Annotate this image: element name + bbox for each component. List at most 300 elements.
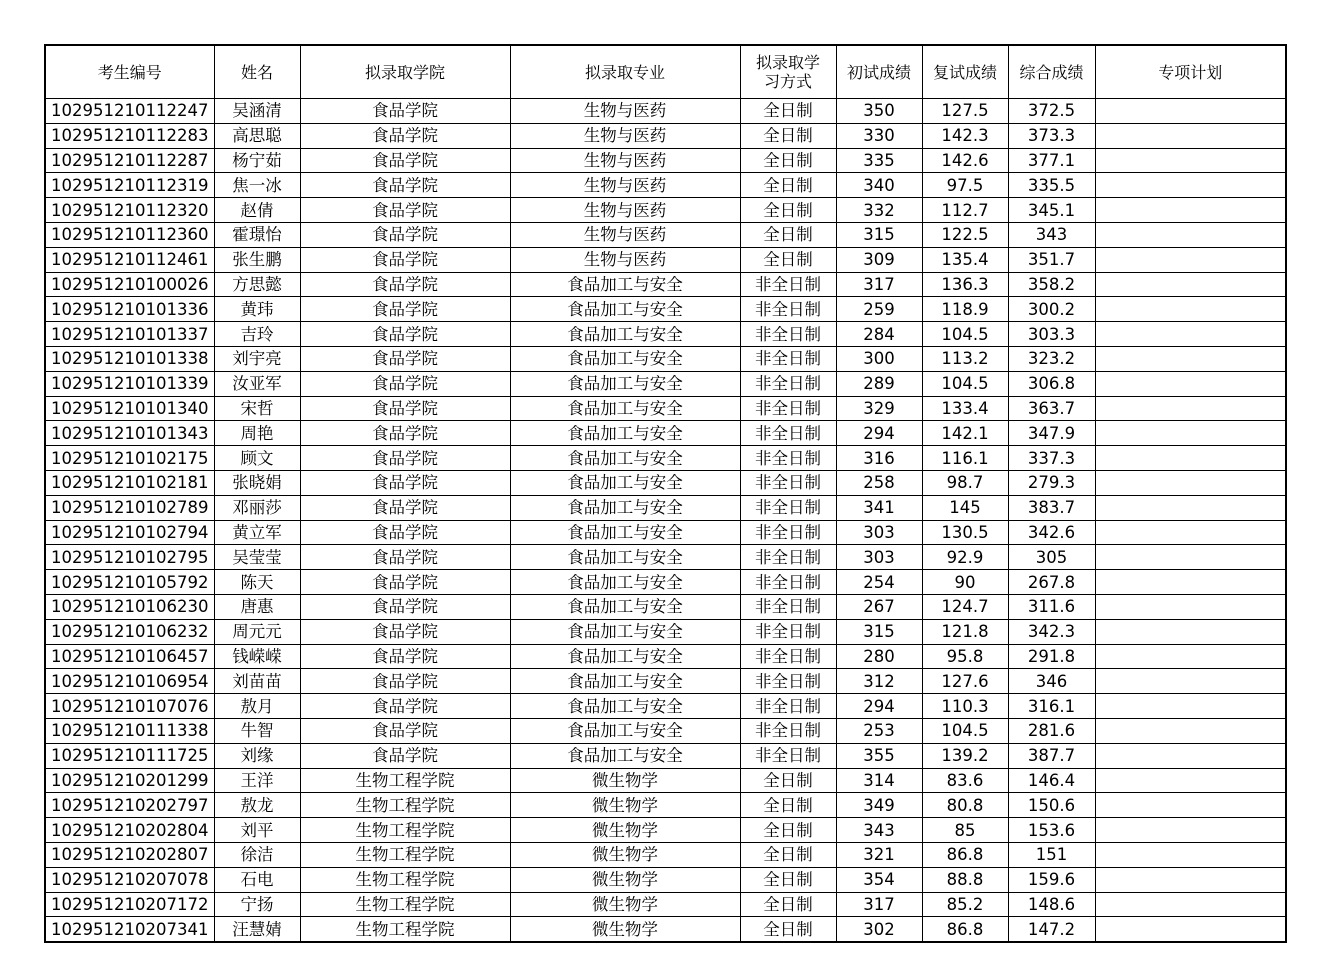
cell-special-plan bbox=[1095, 346, 1286, 371]
cell-total-score: 347.9 bbox=[1008, 421, 1095, 446]
header-initial-score: 初试成绩 bbox=[836, 45, 922, 99]
cell-candidate-id: 102951210102795 bbox=[45, 545, 214, 570]
cell-major: 微生物学 bbox=[510, 768, 740, 793]
cell-candidate-id: 102951210111338 bbox=[45, 718, 214, 743]
cell-name: 牛智 bbox=[214, 718, 300, 743]
cell-name: 宋哲 bbox=[214, 396, 300, 421]
cell-college: 食品学院 bbox=[300, 173, 510, 198]
table-row bbox=[45, 917, 1286, 942]
cell-major: 食品加工与安全 bbox=[510, 619, 740, 644]
cell-candidate-id: 102951210112287 bbox=[45, 148, 214, 173]
cell-initial-score: 330 bbox=[836, 123, 922, 148]
cell-major: 微生物学 bbox=[510, 892, 740, 917]
cell-special-plan bbox=[1095, 99, 1286, 124]
cell-college: 食品学院 bbox=[300, 396, 510, 421]
cell-special-plan bbox=[1095, 371, 1286, 396]
cell-candidate-id: 102951210102175 bbox=[45, 446, 214, 471]
cell-major: 微生物学 bbox=[510, 818, 740, 843]
cell-special-plan bbox=[1095, 297, 1286, 322]
cell-major: 食品加工与安全 bbox=[510, 297, 740, 322]
table-row bbox=[45, 818, 1286, 843]
cell-candidate-id: 102951210201299 bbox=[45, 768, 214, 793]
cell-total-score: 343 bbox=[1008, 222, 1095, 247]
cell-major: 食品加工与安全 bbox=[510, 669, 740, 694]
table-row bbox=[45, 718, 1286, 743]
table-row bbox=[45, 99, 1286, 124]
cell-major: 微生物学 bbox=[510, 842, 740, 867]
cell-total-score: 300.2 bbox=[1008, 297, 1095, 322]
cell-college: 食品学院 bbox=[300, 619, 510, 644]
cell-major: 生物与医药 bbox=[510, 173, 740, 198]
cell-total-score: 146.4 bbox=[1008, 768, 1095, 793]
cell-college: 食品学院 bbox=[300, 446, 510, 471]
table-row bbox=[45, 842, 1286, 867]
cell-retest-score: 113.2 bbox=[922, 346, 1008, 371]
cell-study-mode: 非全日制 bbox=[740, 669, 836, 694]
cell-special-plan bbox=[1095, 222, 1286, 247]
cell-name: 顾文 bbox=[214, 446, 300, 471]
table-row bbox=[45, 892, 1286, 917]
header-name: 姓名 bbox=[214, 45, 300, 99]
cell-name: 刘平 bbox=[214, 818, 300, 843]
cell-name: 吉玲 bbox=[214, 322, 300, 347]
header-study-mode-line2: 习方式 bbox=[763, 72, 812, 91]
cell-college: 生物工程学院 bbox=[300, 793, 510, 818]
cell-study-mode: 非全日制 bbox=[740, 446, 836, 471]
cell-major: 生物与医药 bbox=[510, 99, 740, 124]
cell-college: 食品学院 bbox=[300, 99, 510, 124]
cell-study-mode: 非全日制 bbox=[740, 421, 836, 446]
cell-study-mode: 非全日制 bbox=[740, 322, 836, 347]
cell-major: 食品加工与安全 bbox=[510, 694, 740, 719]
cell-name: 钱嵘嵘 bbox=[214, 644, 300, 669]
cell-candidate-id: 102951210105792 bbox=[45, 570, 214, 595]
admission-table bbox=[44, 44, 1287, 943]
cell-total-score: 358.2 bbox=[1008, 272, 1095, 297]
cell-college: 食品学院 bbox=[300, 743, 510, 768]
cell-initial-score: 329 bbox=[836, 396, 922, 421]
cell-retest-score: 110.3 bbox=[922, 694, 1008, 719]
cell-total-score: 159.6 bbox=[1008, 867, 1095, 892]
cell-candidate-id: 102951210106232 bbox=[45, 619, 214, 644]
cell-candidate-id: 102951210202804 bbox=[45, 818, 214, 843]
cell-initial-score: 317 bbox=[836, 892, 922, 917]
cell-major: 食品加工与安全 bbox=[510, 470, 740, 495]
cell-candidate-id: 102951210112247 bbox=[45, 99, 214, 124]
cell-college: 食品学院 bbox=[300, 322, 510, 347]
cell-initial-score: 267 bbox=[836, 594, 922, 619]
cell-retest-score: 133.4 bbox=[922, 396, 1008, 421]
cell-college: 食品学院 bbox=[300, 694, 510, 719]
cell-retest-score: 86.8 bbox=[922, 842, 1008, 867]
cell-retest-score: 86.8 bbox=[922, 917, 1008, 942]
header-retest-score: 复试成绩 bbox=[922, 45, 1008, 99]
cell-retest-score: 104.5 bbox=[922, 371, 1008, 396]
cell-retest-score: 142.1 bbox=[922, 421, 1008, 446]
cell-study-mode: 全日制 bbox=[740, 768, 836, 793]
cell-special-plan bbox=[1095, 694, 1286, 719]
cell-special-plan bbox=[1095, 892, 1286, 917]
cell-name: 刘缘 bbox=[214, 743, 300, 768]
cell-initial-score: 341 bbox=[836, 495, 922, 520]
cell-total-score: 345.1 bbox=[1008, 198, 1095, 223]
cell-major: 生物与医药 bbox=[510, 198, 740, 223]
cell-total-score: 337.3 bbox=[1008, 446, 1095, 471]
cell-total-score: 377.1 bbox=[1008, 148, 1095, 173]
cell-special-plan bbox=[1095, 495, 1286, 520]
cell-candidate-id: 102951210112360 bbox=[45, 222, 214, 247]
cell-study-mode: 非全日制 bbox=[740, 619, 836, 644]
table-row bbox=[45, 272, 1286, 297]
cell-name: 刘宇亮 bbox=[214, 346, 300, 371]
header-id: 考生编号 bbox=[45, 45, 214, 99]
cell-total-score: 306.8 bbox=[1008, 371, 1095, 396]
cell-name: 周元元 bbox=[214, 619, 300, 644]
cell-special-plan bbox=[1095, 768, 1286, 793]
cell-name: 唐惠 bbox=[214, 594, 300, 619]
cell-candidate-id: 102951210112320 bbox=[45, 198, 214, 223]
cell-retest-score: 90 bbox=[922, 570, 1008, 595]
cell-total-score: 342.3 bbox=[1008, 619, 1095, 644]
cell-total-score: 372.5 bbox=[1008, 99, 1095, 124]
table-row bbox=[45, 793, 1286, 818]
cell-study-mode: 全日制 bbox=[740, 222, 836, 247]
table-row bbox=[45, 421, 1286, 446]
cell-major: 食品加工与安全 bbox=[510, 520, 740, 545]
cell-retest-score: 104.5 bbox=[922, 718, 1008, 743]
cell-college: 食品学院 bbox=[300, 594, 510, 619]
cell-retest-score: 135.4 bbox=[922, 247, 1008, 272]
cell-study-mode: 非全日制 bbox=[740, 545, 836, 570]
cell-special-plan bbox=[1095, 669, 1286, 694]
cell-retest-score: 145 bbox=[922, 495, 1008, 520]
cell-study-mode: 非全日制 bbox=[740, 718, 836, 743]
cell-name: 周艳 bbox=[214, 421, 300, 446]
cell-special-plan bbox=[1095, 198, 1286, 223]
cell-initial-score: 312 bbox=[836, 669, 922, 694]
cell-initial-score: 315 bbox=[836, 619, 922, 644]
cell-initial-score: 253 bbox=[836, 718, 922, 743]
cell-retest-score: 127.6 bbox=[922, 669, 1008, 694]
table-row bbox=[45, 247, 1286, 272]
cell-candidate-id: 102951210101339 bbox=[45, 371, 214, 396]
cell-candidate-id: 102951210102181 bbox=[45, 470, 214, 495]
cell-special-plan bbox=[1095, 421, 1286, 446]
cell-college: 生物工程学院 bbox=[300, 892, 510, 917]
cell-major: 食品加工与安全 bbox=[510, 718, 740, 743]
cell-total-score: 316.1 bbox=[1008, 694, 1095, 719]
cell-candidate-id: 102951210111725 bbox=[45, 743, 214, 768]
cell-total-score: 311.6 bbox=[1008, 594, 1095, 619]
cell-total-score: 363.7 bbox=[1008, 396, 1095, 421]
cell-special-plan bbox=[1095, 123, 1286, 148]
cell-special-plan bbox=[1095, 396, 1286, 421]
cell-name: 张生鹏 bbox=[214, 247, 300, 272]
cell-retest-score: 127.5 bbox=[922, 99, 1008, 124]
cell-college: 生物工程学院 bbox=[300, 917, 510, 942]
cell-total-score: 147.2 bbox=[1008, 917, 1095, 942]
cell-candidate-id: 102951210207172 bbox=[45, 892, 214, 917]
cell-total-score: 151 bbox=[1008, 842, 1095, 867]
header-total-score: 综合成绩 bbox=[1008, 45, 1095, 99]
table-row bbox=[45, 644, 1286, 669]
cell-initial-score: 294 bbox=[836, 421, 922, 446]
cell-retest-score: 85 bbox=[922, 818, 1008, 843]
header-study-mode-line1: 拟录取学 bbox=[755, 53, 820, 72]
cell-special-plan bbox=[1095, 272, 1286, 297]
cell-candidate-id: 102951210101337 bbox=[45, 322, 214, 347]
table-row bbox=[45, 619, 1286, 644]
header-college: 拟录取学院 bbox=[300, 45, 510, 99]
cell-study-mode: 非全日制 bbox=[740, 346, 836, 371]
cell-special-plan bbox=[1095, 470, 1286, 495]
cell-study-mode: 全日制 bbox=[740, 99, 836, 124]
cell-initial-score: 303 bbox=[836, 520, 922, 545]
cell-major: 食品加工与安全 bbox=[510, 322, 740, 347]
cell-total-score: 148.6 bbox=[1008, 892, 1095, 917]
table-row bbox=[45, 545, 1286, 570]
cell-college: 食品学院 bbox=[300, 421, 510, 446]
cell-name: 邓丽莎 bbox=[214, 495, 300, 520]
cell-retest-score: 80.8 bbox=[922, 793, 1008, 818]
cell-major: 食品加工与安全 bbox=[510, 371, 740, 396]
cell-special-plan bbox=[1095, 793, 1286, 818]
cell-name: 高思聪 bbox=[214, 123, 300, 148]
cell-special-plan bbox=[1095, 743, 1286, 768]
table-row bbox=[45, 371, 1286, 396]
cell-retest-score: 88.8 bbox=[922, 867, 1008, 892]
cell-retest-score: 139.2 bbox=[922, 743, 1008, 768]
cell-college: 食品学院 bbox=[300, 297, 510, 322]
cell-study-mode: 非全日制 bbox=[740, 272, 836, 297]
cell-candidate-id: 102951210101343 bbox=[45, 421, 214, 446]
cell-total-score: 291.8 bbox=[1008, 644, 1095, 669]
cell-initial-score: 300 bbox=[836, 346, 922, 371]
cell-major: 食品加工与安全 bbox=[510, 421, 740, 446]
cell-special-plan bbox=[1095, 644, 1286, 669]
cell-special-plan bbox=[1095, 619, 1286, 644]
cell-candidate-id: 102951210207341 bbox=[45, 917, 214, 942]
cell-special-plan bbox=[1095, 520, 1286, 545]
cell-major: 食品加工与安全 bbox=[510, 495, 740, 520]
cell-initial-score: 316 bbox=[836, 446, 922, 471]
cell-college: 食品学院 bbox=[300, 669, 510, 694]
table-row bbox=[45, 669, 1286, 694]
table-row bbox=[45, 520, 1286, 545]
cell-major: 食品加工与安全 bbox=[510, 346, 740, 371]
cell-retest-score: 124.7 bbox=[922, 594, 1008, 619]
cell-college: 食品学院 bbox=[300, 371, 510, 396]
cell-total-score: 150.6 bbox=[1008, 793, 1095, 818]
cell-study-mode: 全日制 bbox=[740, 148, 836, 173]
cell-initial-score: 321 bbox=[836, 842, 922, 867]
cell-total-score: 267.8 bbox=[1008, 570, 1095, 595]
cell-special-plan bbox=[1095, 917, 1286, 942]
cell-special-plan bbox=[1095, 842, 1286, 867]
cell-special-plan bbox=[1095, 247, 1286, 272]
cell-initial-score: 258 bbox=[836, 470, 922, 495]
cell-major: 生物与医药 bbox=[510, 247, 740, 272]
cell-college: 食品学院 bbox=[300, 198, 510, 223]
cell-retest-score: 95.8 bbox=[922, 644, 1008, 669]
cell-initial-score: 332 bbox=[836, 198, 922, 223]
cell-college: 食品学院 bbox=[300, 222, 510, 247]
cell-college: 生物工程学院 bbox=[300, 768, 510, 793]
cell-college: 食品学院 bbox=[300, 247, 510, 272]
cell-study-mode: 非全日制 bbox=[740, 644, 836, 669]
cell-candidate-id: 102951210106954 bbox=[45, 669, 214, 694]
cell-major: 食品加工与安全 bbox=[510, 594, 740, 619]
cell-retest-score: 104.5 bbox=[922, 322, 1008, 347]
cell-initial-score: 302 bbox=[836, 917, 922, 942]
header-major: 拟录取专业 bbox=[510, 45, 740, 99]
cell-special-plan bbox=[1095, 594, 1286, 619]
cell-total-score: 351.7 bbox=[1008, 247, 1095, 272]
table-row bbox=[45, 470, 1286, 495]
cell-study-mode: 非全日制 bbox=[740, 297, 836, 322]
cell-retest-score: 130.5 bbox=[922, 520, 1008, 545]
cell-college: 生物工程学院 bbox=[300, 818, 510, 843]
cell-total-score: 279.3 bbox=[1008, 470, 1095, 495]
cell-name: 王洋 bbox=[214, 768, 300, 793]
cell-initial-score: 280 bbox=[836, 644, 922, 669]
cell-name: 方思懿 bbox=[214, 272, 300, 297]
cell-initial-score: 317 bbox=[836, 272, 922, 297]
cell-special-plan bbox=[1095, 867, 1286, 892]
cell-college: 食品学院 bbox=[300, 346, 510, 371]
table-row bbox=[45, 148, 1286, 173]
cell-major: 食品加工与安全 bbox=[510, 743, 740, 768]
table-row bbox=[45, 346, 1286, 371]
cell-total-score: 305 bbox=[1008, 545, 1095, 570]
cell-retest-score: 98.7 bbox=[922, 470, 1008, 495]
cell-candidate-id: 102951210202797 bbox=[45, 793, 214, 818]
cell-major: 生物与医药 bbox=[510, 123, 740, 148]
cell-initial-score: 309 bbox=[836, 247, 922, 272]
table-row bbox=[45, 768, 1286, 793]
cell-special-plan bbox=[1095, 818, 1286, 843]
cell-candidate-id: 102951210106457 bbox=[45, 644, 214, 669]
cell-special-plan bbox=[1095, 570, 1286, 595]
cell-total-score: 323.2 bbox=[1008, 346, 1095, 371]
cell-initial-score: 340 bbox=[836, 173, 922, 198]
cell-total-score: 342.6 bbox=[1008, 520, 1095, 545]
table-row bbox=[45, 222, 1286, 247]
header-study-mode bbox=[740, 45, 836, 99]
cell-initial-score: 315 bbox=[836, 222, 922, 247]
cell-total-score: 335.5 bbox=[1008, 173, 1095, 198]
cell-initial-score: 294 bbox=[836, 694, 922, 719]
cell-total-score: 383.7 bbox=[1008, 495, 1095, 520]
cell-name: 汪慧婧 bbox=[214, 917, 300, 942]
cell-study-mode: 全日制 bbox=[740, 892, 836, 917]
cell-special-plan bbox=[1095, 545, 1286, 570]
table-body bbox=[45, 99, 1286, 943]
cell-name: 汝亚军 bbox=[214, 371, 300, 396]
cell-candidate-id: 102951210101340 bbox=[45, 396, 214, 421]
table-row bbox=[45, 322, 1286, 347]
cell-major: 食品加工与安全 bbox=[510, 272, 740, 297]
cell-study-mode: 全日制 bbox=[740, 198, 836, 223]
cell-candidate-id: 102951210101338 bbox=[45, 346, 214, 371]
cell-major: 食品加工与安全 bbox=[510, 545, 740, 570]
cell-study-mode: 全日制 bbox=[740, 247, 836, 272]
cell-study-mode: 全日制 bbox=[740, 123, 836, 148]
cell-retest-score: 92.9 bbox=[922, 545, 1008, 570]
cell-total-score: 281.6 bbox=[1008, 718, 1095, 743]
cell-candidate-id: 102951210112461 bbox=[45, 247, 214, 272]
cell-name: 张晓娟 bbox=[214, 470, 300, 495]
cell-major: 微生物学 bbox=[510, 917, 740, 942]
cell-initial-score: 314 bbox=[836, 768, 922, 793]
cell-special-plan bbox=[1095, 446, 1286, 471]
cell-major: 生物与医药 bbox=[510, 222, 740, 247]
cell-retest-score: 116.1 bbox=[922, 446, 1008, 471]
cell-retest-score: 136.3 bbox=[922, 272, 1008, 297]
cell-college: 食品学院 bbox=[300, 545, 510, 570]
table-row bbox=[45, 297, 1286, 322]
cell-special-plan bbox=[1095, 718, 1286, 743]
cell-candidate-id: 102951210112283 bbox=[45, 123, 214, 148]
cell-name: 黄立军 bbox=[214, 520, 300, 545]
cell-college: 生物工程学院 bbox=[300, 842, 510, 867]
cell-name: 杨宁茹 bbox=[214, 148, 300, 173]
cell-initial-score: 343 bbox=[836, 818, 922, 843]
table-row bbox=[45, 446, 1286, 471]
cell-study-mode: 非全日制 bbox=[740, 371, 836, 396]
cell-candidate-id: 102951210100026 bbox=[45, 272, 214, 297]
cell-initial-score: 335 bbox=[836, 148, 922, 173]
cell-name: 石电 bbox=[214, 867, 300, 892]
cell-study-mode: 全日制 bbox=[740, 173, 836, 198]
table-row bbox=[45, 694, 1286, 719]
table-row bbox=[45, 123, 1286, 148]
cell-name: 宁扬 bbox=[214, 892, 300, 917]
cell-retest-score: 97.5 bbox=[922, 173, 1008, 198]
table-row bbox=[45, 396, 1286, 421]
cell-name: 赵倩 bbox=[214, 198, 300, 223]
table-row bbox=[45, 173, 1286, 198]
cell-name: 霍璟怡 bbox=[214, 222, 300, 247]
cell-college: 食品学院 bbox=[300, 272, 510, 297]
header-special-plan: 专项计划 bbox=[1095, 45, 1286, 99]
cell-college: 食品学院 bbox=[300, 148, 510, 173]
cell-major: 食品加工与安全 bbox=[510, 446, 740, 471]
cell-major: 食品加工与安全 bbox=[510, 396, 740, 421]
cell-initial-score: 303 bbox=[836, 545, 922, 570]
cell-candidate-id: 102951210107076 bbox=[45, 694, 214, 719]
cell-name: 焦一冰 bbox=[214, 173, 300, 198]
cell-study-mode: 非全日制 bbox=[740, 396, 836, 421]
cell-name: 敖龙 bbox=[214, 793, 300, 818]
cell-retest-score: 112.7 bbox=[922, 198, 1008, 223]
cell-retest-score: 118.9 bbox=[922, 297, 1008, 322]
cell-initial-score: 354 bbox=[836, 867, 922, 892]
cell-initial-score: 254 bbox=[836, 570, 922, 595]
cell-study-mode: 非全日制 bbox=[740, 594, 836, 619]
cell-special-plan bbox=[1095, 148, 1286, 173]
table-row bbox=[45, 570, 1286, 595]
cell-candidate-id: 102951210102794 bbox=[45, 520, 214, 545]
cell-study-mode: 全日制 bbox=[740, 842, 836, 867]
cell-total-score: 303.3 bbox=[1008, 322, 1095, 347]
cell-college: 生物工程学院 bbox=[300, 867, 510, 892]
cell-study-mode: 全日制 bbox=[740, 917, 836, 942]
cell-candidate-id: 102951210106230 bbox=[45, 594, 214, 619]
cell-major: 食品加工与安全 bbox=[510, 644, 740, 669]
cell-college: 食品学院 bbox=[300, 520, 510, 545]
cell-retest-score: 83.6 bbox=[922, 768, 1008, 793]
